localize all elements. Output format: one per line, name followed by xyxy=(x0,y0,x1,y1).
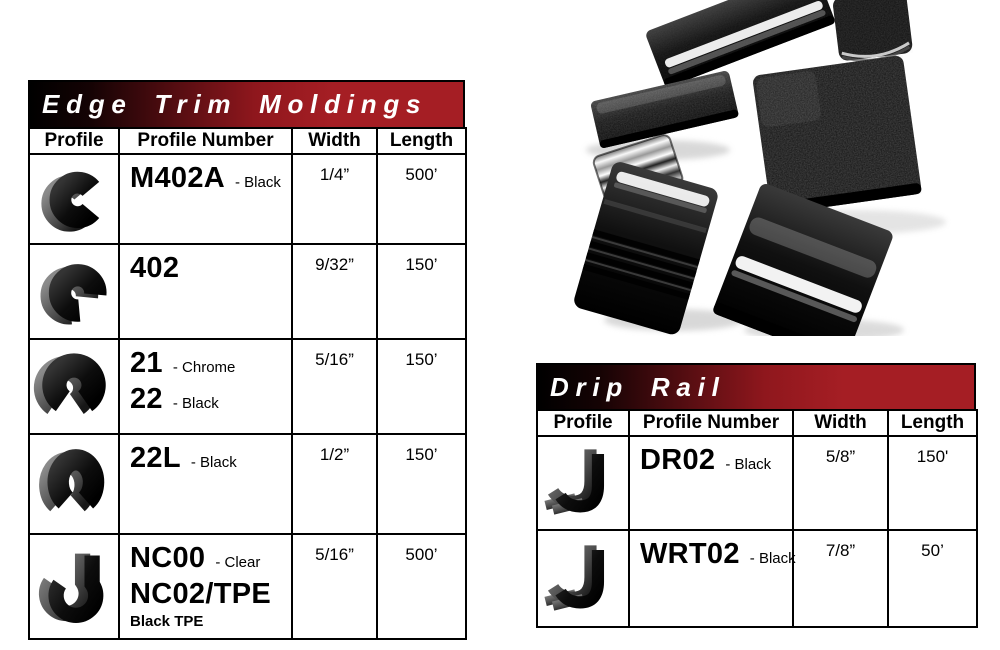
profile-number: DR02 xyxy=(640,444,716,476)
m402a-profile-icon xyxy=(35,159,113,239)
width-value: 5/8” xyxy=(793,436,888,530)
profile-cell xyxy=(537,436,629,530)
profile-number-cell xyxy=(119,434,292,534)
edge-trim-table xyxy=(28,80,465,640)
edge-trim-title: Edge Trim Moldings xyxy=(42,89,428,119)
product-photo xyxy=(556,0,1000,336)
profile-number-cell xyxy=(629,436,793,530)
profile-cell xyxy=(29,339,119,434)
drip-rail-title: Drip Rail xyxy=(550,371,726,402)
column-header-profile-number: Profile Number xyxy=(629,410,793,436)
variant-label: - Black xyxy=(725,456,772,473)
column-header-width: Width xyxy=(292,128,377,154)
drip-rail-banner xyxy=(536,363,976,409)
profile-number: NC00 xyxy=(130,542,206,574)
length-value: 150’ xyxy=(377,434,466,534)
nc00-profile-icon xyxy=(33,540,115,634)
profile-number-cell xyxy=(119,244,292,339)
column-header-profile: Profile xyxy=(537,410,629,436)
profile-cell xyxy=(29,244,119,339)
profile-number: 22 xyxy=(130,383,163,416)
column-header-length: Length xyxy=(377,128,466,154)
material-note: Black TPE xyxy=(130,612,204,630)
profile-number: M402A xyxy=(130,162,225,194)
profile-number: 402 xyxy=(130,252,180,284)
profile-number: NC02/TPE xyxy=(130,578,271,611)
length-value: 500’ xyxy=(377,154,466,244)
edge-trim-banner xyxy=(28,80,465,127)
profile-cell xyxy=(29,534,119,639)
width-value: 5/16” xyxy=(292,339,377,434)
dr02-profile-icon xyxy=(540,442,626,524)
profile-cell xyxy=(537,530,629,627)
column-header-length: Length xyxy=(888,410,977,436)
width-value: 1/2” xyxy=(292,434,377,534)
photo-piece-top-right xyxy=(832,0,914,64)
photo-piece-bottom-right xyxy=(712,182,895,336)
profile-number-cell xyxy=(629,530,796,627)
width-value: 9/32” xyxy=(292,244,377,339)
length-value: 50’ xyxy=(888,530,977,627)
table-row xyxy=(29,434,466,534)
profile-cell xyxy=(29,154,119,244)
variant-label: - Black xyxy=(235,174,281,191)
table-row xyxy=(537,436,977,530)
length-value: 150’ xyxy=(377,244,466,339)
table-row xyxy=(29,244,466,339)
21-22-profile-icon xyxy=(32,344,116,430)
table-row xyxy=(537,530,977,627)
profile-number-cell xyxy=(119,154,292,244)
variant-label: - Black xyxy=(749,550,796,567)
profile-number: 22L xyxy=(130,442,181,474)
profile-number: WRT02 xyxy=(640,538,740,570)
molding-samples-photo xyxy=(556,0,1000,336)
profile-number-cell xyxy=(119,534,292,639)
profile-number-cell xyxy=(119,339,292,434)
variant-label: - Black xyxy=(172,395,219,413)
length-value: 150’ xyxy=(377,339,466,434)
column-header-profile-number: Profile Number xyxy=(119,128,292,154)
variant-label: - Chrome xyxy=(172,359,236,376)
width-value: 7/8” xyxy=(793,530,888,627)
22l-profile-icon xyxy=(34,438,114,530)
length-value: 500’ xyxy=(377,534,466,639)
profile-number: 21 xyxy=(130,347,163,379)
column-header-profile: Profile xyxy=(29,128,119,154)
photo-piece-center-ribbed xyxy=(572,160,720,336)
402-profile-icon xyxy=(34,250,114,334)
profile-cell xyxy=(29,434,119,534)
width-value: 1/4” xyxy=(292,154,377,244)
table-row xyxy=(29,154,466,244)
table-row xyxy=(29,339,466,434)
wrt02-profile-icon xyxy=(540,538,626,620)
width-value: 5/16” xyxy=(292,534,377,639)
length-value: 150' xyxy=(888,436,977,530)
variant-label: - Clear xyxy=(215,554,261,571)
drip-rail-table xyxy=(536,363,976,628)
column-header-width: Width xyxy=(793,410,888,436)
table-row xyxy=(29,534,466,639)
variant-label: - Black xyxy=(190,454,237,471)
